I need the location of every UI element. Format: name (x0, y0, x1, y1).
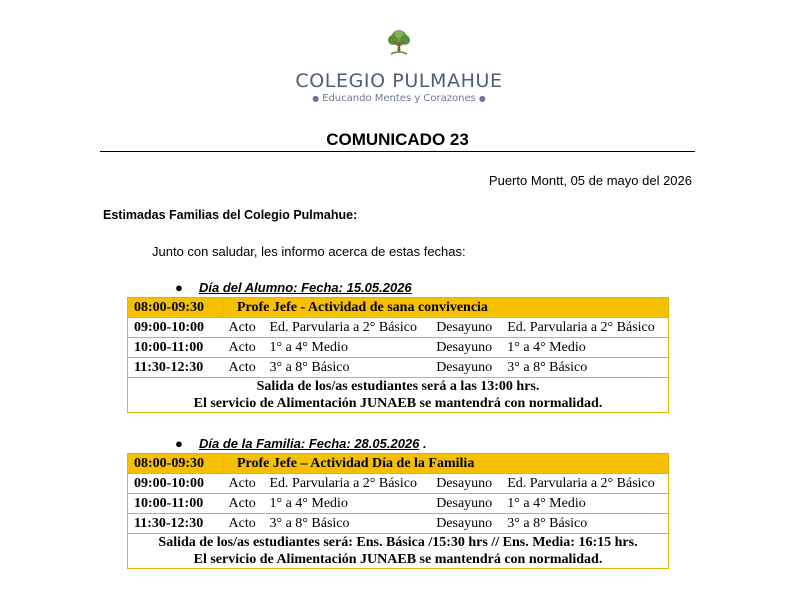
activity-label: Profe Jefe – Actividad Día de la Familia (237, 455, 475, 471)
place-date: Puerto Montt, 05 de mayo del 2026 (488, 173, 692, 188)
table-row (128, 474, 669, 494)
table-row (128, 318, 669, 338)
table-row (128, 358, 669, 378)
table-row (128, 378, 669, 396)
activity-cell: Acto (223, 514, 264, 534)
event-title-suffix: . (419, 436, 427, 451)
table-row (128, 514, 669, 534)
group-cell: 3° a 8° Básico (263, 514, 430, 534)
schedule-table (127, 297, 669, 413)
activity-label: Profe Jefe - Actividad de sana convivencia (237, 299, 488, 315)
activity-cell: Acto (223, 474, 264, 494)
time-cell: 09:00-10:00 (128, 474, 223, 494)
group-cell: 1° a 4° Medio (501, 494, 668, 514)
dismissal-note: Salida de los/as estudiantes será: Ens. Básica /15:30 hrs // Ens. Media: 16:15 hrs. (128, 534, 669, 552)
table-row (128, 454, 669, 474)
slogan-bullet-left: ● (312, 94, 320, 103)
activity-cell: Acto (223, 318, 264, 338)
group-cell: Ed. Parvularia a 2° Básico (501, 318, 668, 338)
tree-logo-icon (384, 28, 414, 58)
group-cell: 1° a 4° Medio (263, 494, 430, 514)
group-cell: Ed. Parvularia a 2° Básico (501, 474, 668, 494)
activity-cell: Desayuno (430, 318, 501, 338)
time-cell: 08:00-09:30 (128, 454, 223, 474)
table-row (128, 338, 669, 358)
activity-cell: Desayuno (430, 338, 501, 358)
group-cell: 3° a 8° Básico (263, 358, 430, 378)
group-cell: 3° a 8° Básico (501, 358, 668, 378)
table-row (128, 534, 669, 552)
event-title: Día de la Familia: Fecha: 28.05.2026 (199, 436, 420, 451)
time-cell: 08:00-09:30 (128, 298, 223, 318)
activity-cell: Acto (223, 338, 264, 358)
time-cell: 11:30-12:30 (128, 358, 223, 378)
meal-service-note: El servicio de Alimentación JUNAEB se mantendrá con normalidad. (128, 395, 669, 413)
school-logo (0, 28, 798, 104)
event-heading (175, 436, 427, 451)
school-name: COLEGIO PULMAHUE (295, 70, 503, 92)
greeting: Estimadas Familias del Colegio Pulmahue: (103, 208, 358, 222)
time-cell: 10:00-11:00 (128, 494, 223, 514)
time-cell: 10:00-11:00 (128, 338, 223, 358)
group-cell: Ed. Parvularia a 2° Básico (263, 474, 430, 494)
document-title: COMUNICADO 23 (326, 130, 469, 149)
slogan-bullet-right: ● (478, 94, 486, 103)
bullet-icon: ● (175, 280, 183, 295)
event-title: Día del Alumno: Fecha: 15.05.2026 (199, 280, 412, 295)
group-cell: 3° a 8° Básico (501, 514, 668, 534)
table-row (128, 298, 669, 318)
intro-text: Junto con saludar, les informo acerca de estas fechas: (152, 244, 466, 259)
group-cell: 1° a 4° Medio (501, 338, 668, 358)
activity-cell (223, 298, 669, 318)
bullet-icon: ● (175, 436, 183, 451)
group-cell: Ed. Parvularia a 2° Básico (263, 318, 430, 338)
schedule-table (127, 453, 669, 569)
event-heading (175, 280, 412, 295)
activity-cell: Acto (223, 358, 264, 378)
dismissal-note: Salida de los/as estudiantes será a las 13:00 hrs. (128, 378, 669, 396)
activity-cell: Desayuno (430, 494, 501, 514)
activity-cell: Acto (223, 494, 264, 514)
activity-cell: Desayuno (430, 514, 501, 534)
group-cell: 1° a 4° Medio (263, 338, 430, 358)
table-row (128, 395, 669, 413)
time-cell: 11:30-12:30 (128, 514, 223, 534)
slogan-text: Educando Mentes y Corazones (322, 93, 476, 104)
activity-cell (223, 454, 669, 474)
table-row (128, 551, 669, 569)
activity-cell: Desayuno (430, 358, 501, 378)
school-slogan (0, 93, 798, 104)
activity-cell: Desayuno (430, 474, 501, 494)
time-cell: 09:00-10:00 (128, 318, 223, 338)
table-row (128, 494, 669, 514)
meal-service-note: El servicio de Alimentación JUNAEB se mantendrá con normalidad. (128, 551, 669, 569)
title-divider (100, 151, 695, 152)
